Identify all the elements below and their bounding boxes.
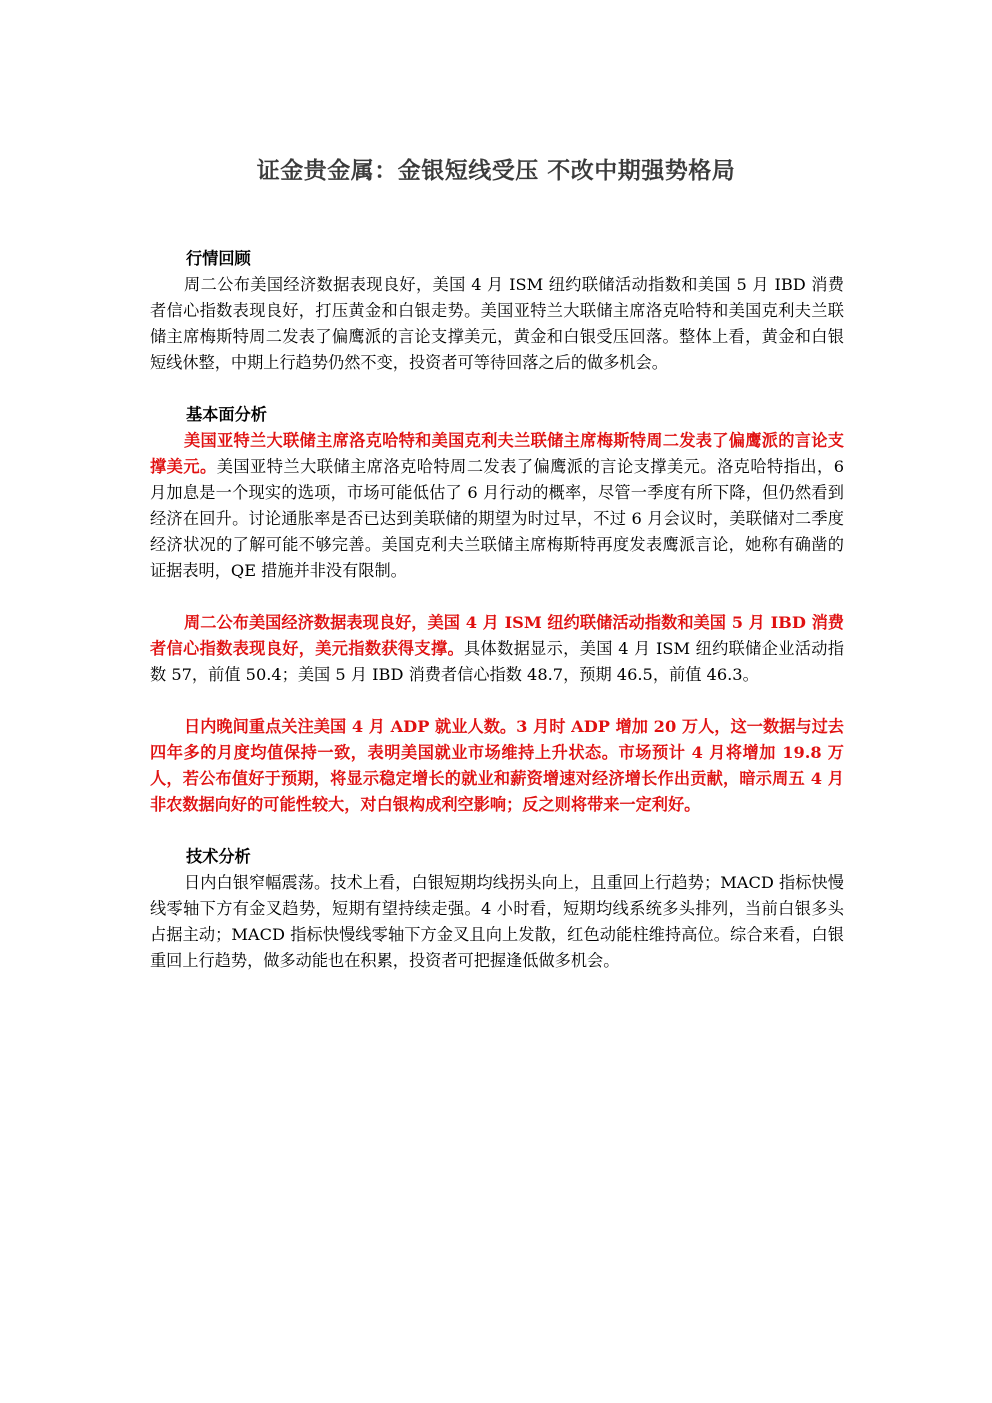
paragraph-text: 周二公布美国经济数据表现良好，美国 4 月 ISM 纽约联储活动指数和美国 5 月 IBD 消费者信心指数表现良好，打压黄金和白银走势。美国亚特兰大联储主席洛克哈特和美国克利夫兰联储主席梅斯特周二发表了偏鹰派的言论支撑美元，黄金和白银受压回落。整体上看，黄金和白银短线休整，中期上行趋势仍然不变，投资者可等待回落之后的做多机会。 [150, 275, 844, 372]
section-spacer [150, 376, 844, 402]
highlight-lead: 日内晚间重点关注美国 4 月 ADP 就业人数。3 月时 ADP 增加 20 万人，这一数据与过去四年多的月度均值保持一致，表明美国就业市场维持上升状态。市场预计 4 月将增加 19.8 万人，若公布值好于预期，将显示稳定增长的就业和薪资增速对经济增长作出贡献，暗示周五 4 月非农数据向好的可能性较大，对白银构成利空影响；反之则将带来一定利好。 [150, 717, 844, 814]
highlight-lead: 美国亚特兰大联储主席洛克哈特和美国克利夫兰联储主席梅斯特周二发表了偏鹰派的言论支撑美元。 [150, 431, 844, 476]
paragraph [150, 272, 844, 376]
paragraph [150, 610, 844, 688]
paragraph-text: 具体数据显示，美国 4 月 ISM 纽约联储企业活动指数 57，前值 50.4；美国 5 月 IBD 消费者信心指数 48.7，预期 46.5，前值 46.3。 [150, 639, 844, 684]
section-heading: 技术分析 [186, 847, 251, 866]
section-heading: 基本面分析 [186, 405, 267, 424]
section-heading: 行情回顾 [186, 249, 251, 268]
paragraph [150, 870, 844, 974]
paragraph [150, 714, 844, 818]
section-fundamental-analysis [150, 402, 844, 818]
section-technical-analysis [150, 844, 844, 974]
paragraph-spacer [150, 688, 844, 714]
paragraph-spacer [150, 584, 844, 610]
document-title: 证金贵金属：金银短线受压 不改中期强势格局 [256, 158, 736, 184]
section-market-review [150, 246, 844, 376]
paragraph [150, 428, 844, 584]
highlight-lead: 周二公布美国经济数据表现良好，美国 4 月 ISM 纽约联储活动指数和美国 5 月 IBD 消费者信心指数表现良好，美元指数获得支撑。 [150, 613, 844, 658]
paragraph-text: 美国亚特兰大联储主席洛克哈特周二发表了偏鹰派的言论支撑美元。洛克哈特指出，6 月加息是一个现实的选项，市场可能低估了 6 月行动的概率，尽管一季度有所下降，但仍然看到经济在回升。讨论通胀率是否已达到美联储的期望为时过早，不过 6 月会议时，美联储对二季度经济状况的了解可能不够完善。美国克利夫兰联储主席梅斯特再度发表鹰派言论，她称有确凿的证据表明，QE 措施并非没有限制。 [150, 457, 844, 580]
section-spacer [150, 818, 844, 844]
paragraph-text: 日内白银窄幅震荡。技术上看，白银短期均线拐头向上，且重回上行趋势；MACD 指标快慢线零轴下方有金叉趋势，短期有望持续走强。4 小时看，短期均线系统多头排列，当前白银多头占据主动；MACD 指标快慢线零轴下方金叉且向上发散，红色动能柱维持高位。综合来看，白银重回上行趋势，做多动能也在积累，投资者可把握逢低做多机会。 [150, 873, 844, 970]
document-body [150, 246, 844, 974]
